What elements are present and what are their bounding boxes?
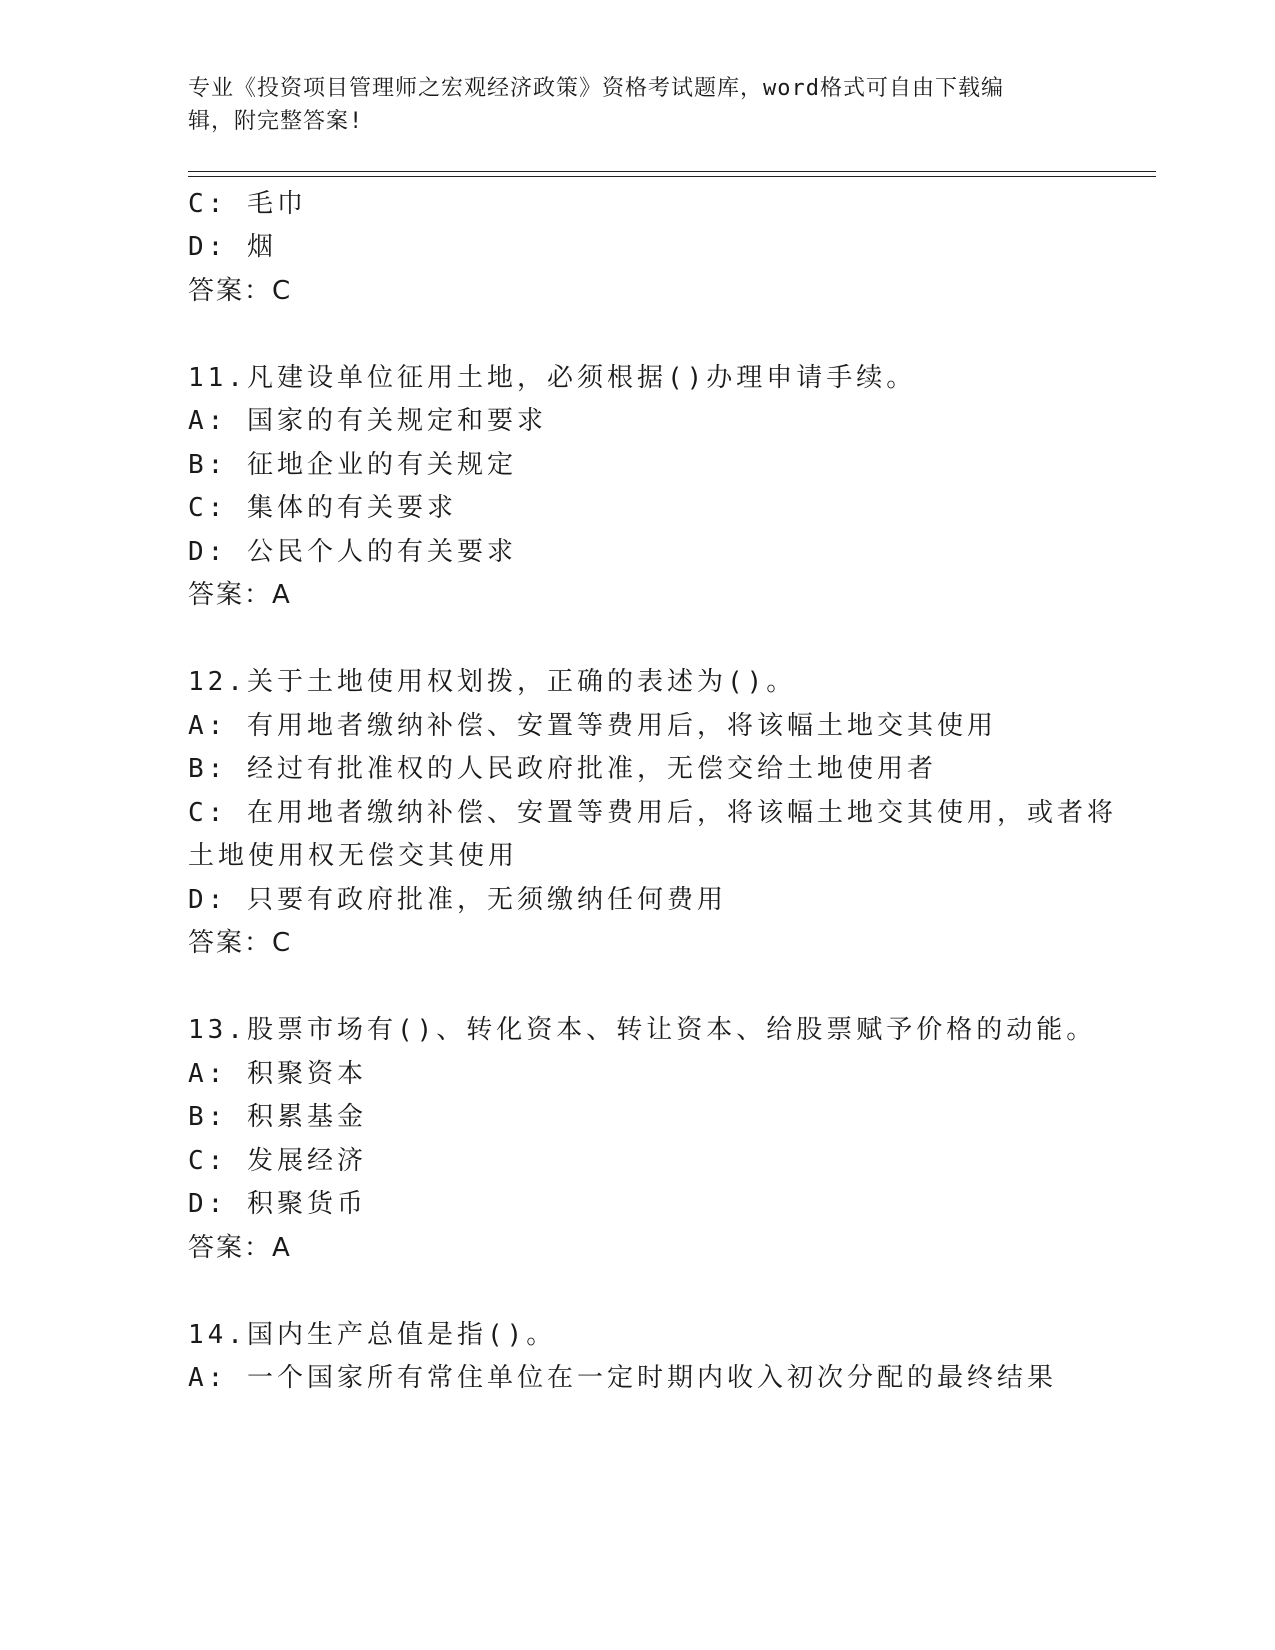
question-11-option-d: D: 公民个人的有关要求 [188,537,517,567]
question-13-answer: 答案：A [188,1233,292,1263]
document-header [188,72,1068,138]
question-12-option-a: A: 有用地者缴纳补偿、安置等费用后，将该幅土地交其使用 [188,711,997,741]
question-11-option-c: C: 集体的有关要求 [188,493,457,523]
header-line-2: 辑，附完整答案! [188,109,364,134]
question-11-answer: 答案：A [188,580,292,610]
question-13-stem: 13.股票市场有()、转化资本、转让资本、给股票赋予价格的动能。 [188,1015,1097,1045]
question-11-option-b: B: 征地企业的有关规定 [188,450,517,480]
question-13-option-a: A: 积聚资本 [188,1059,367,1089]
question-12-option-c-continued: 土地使用权无偿交其使用 [188,841,519,871]
question-12-answer: 答案：C [188,928,293,958]
prev-option-c: C: 毛巾 [188,189,307,219]
prev-answer: 答案：C [188,276,293,306]
question-12-option-b: B: 经过有批准权的人民政府批准，无偿交给土地使用者 [188,754,937,784]
question-13-option-b: B: 积累基金 [188,1102,367,1132]
question-12-option-c: C: 在用地者缴纳补偿、安置等费用后，将该幅土地交其使用，或者将 [188,798,1117,828]
header-line-1: 专业《投资项目管理师之宏观经济政策》资格考试题库，word格式可自由下载编 [188,76,1004,101]
question-12-option-d: D: 只要有政府批准，无须缴纳任何费用 [188,885,727,915]
question-13-option-c: C: 发展经济 [188,1146,367,1176]
question-14-option-a: A: 一个国家所有常住单位在一定时期内收入初次分配的最终结果 [188,1363,1057,1393]
question-13-option-d: D: 积聚货币 [188,1189,367,1219]
question-14-stem: 14.国内生产总值是指()。 [188,1320,557,1350]
header-rule-top [188,171,1156,172]
prev-option-d: D: 烟 [188,232,277,262]
header-rule-bottom [188,176,1156,177]
question-12-stem: 12.关于土地使用权划拨，正确的表述为()。 [188,667,797,697]
question-11-stem: 11.凡建设单位征用土地，必须根据()办理申请手续。 [188,363,917,393]
question-11-option-a: A: 国家的有关规定和要求 [188,406,547,436]
